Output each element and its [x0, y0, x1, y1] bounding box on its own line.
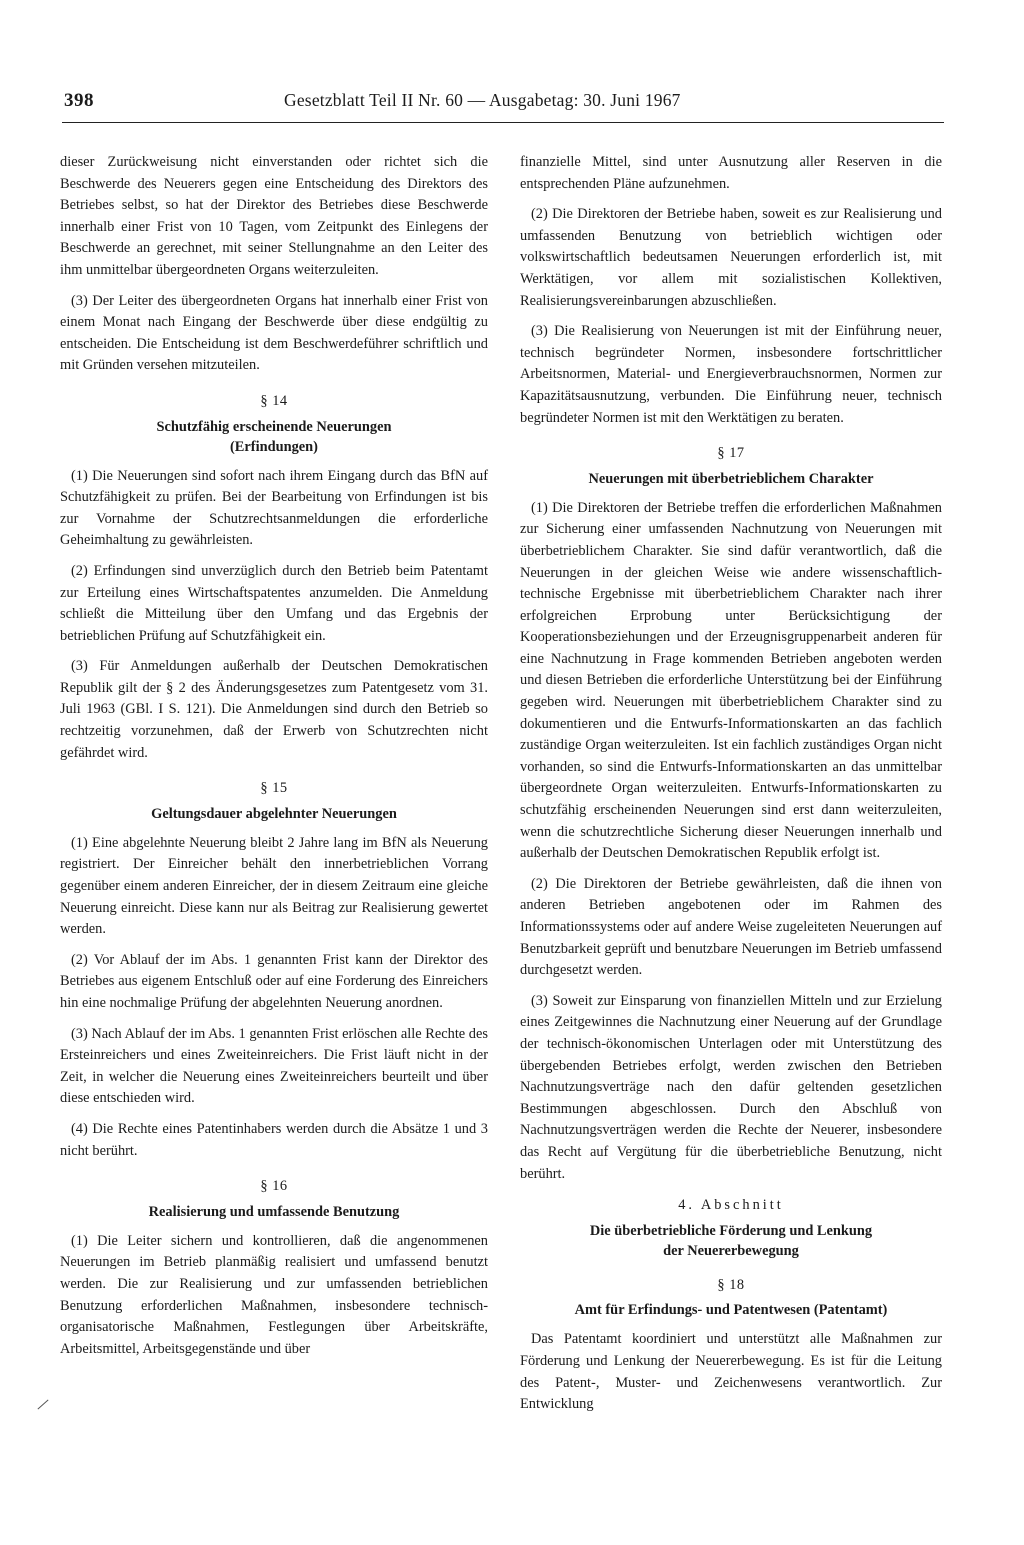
paragraph: (3) Für Anmeldungen außerhalb der Deutschen Demokratischen Republik gilt der § 2 des Änderungsgesetzes zum Patentgesetz vom 31. Juli 1963 (GBl. I S. 121). Die Anmeldungen sind durch den Betrieb so rechtzeitig vorzunehmen, daß der Erwerb von Schutzrechten nicht gefährdet wird.: [60, 658, 488, 761]
section-title: [60, 417, 488, 457]
paragraph: finanzielle Mittel, sind unter Ausnutzung aller Reserven in die entsprechenden Pläne aufzunehmen.: [520, 154, 942, 192]
paragraph: (4) Die Rechte eines Patentinhabers werden durch die Absätze 1 und 3 nicht berührt.: [60, 1120, 488, 1159]
paragraph: (2) Erfindungen sind unverzüglich durch den Betrieb beim Patentamt zur Erteilung eines Wirtschaftspatentes anzumelden. Die Anmeldung schließt die Mitteilung über den Umfang und das Ergebnis der betrieblichen Prüfung auf Schutzfähigkeit ein.: [60, 562, 488, 644]
header-rule: [62, 122, 944, 123]
left-column: [60, 152, 488, 1369]
page-number: 398: [64, 90, 94, 111]
section-title: Neuerungen mit überbetrieblichem Charakter: [588, 470, 874, 487]
chapter-title: [520, 1221, 942, 1261]
section-title-line: Schutzfähig erscheinende Neuerungen: [156, 418, 392, 435]
section-number: § 18: [717, 1276, 745, 1293]
paragraph: (1) Die Leiter sichern und kontrollieren, daß die angenommenen Neuerungen im Betrieb planmäßig realisiert und umfassend benutzt werden. Die zur Realisierung und zur umfassenden betrieblichen Benutzung erforderlichen Maßnahmen, insbesondere technisch-organisatorische Maßnahmen, Festlegungen über Arbeitskräfte, Arbeitsmittel, Arbeitsgegenstände und über: [60, 1232, 488, 1357]
chapter-heading: 4. Abschnitt: [678, 1197, 784, 1214]
section-number: § 16: [260, 1178, 288, 1195]
paragraph: (2) Die Direktoren der Betriebe haben, soweit es zur Realisierung und umfassenden Benutzung von betrieblich wichtigen oder volkswirtschaftlich bedeutsamen Neuerungen erforderlich ist, mit Werktätigen, vor allem mit sozialistischen Kollektiven, Realisierungsvereinbarungen abzuschließen.: [520, 206, 942, 309]
section-number: § 14: [260, 392, 288, 409]
paragraph: Das Patentamt koordiniert und unterstützt alle Maßnahmen zur Förderung und Lenkung der Neuererbewegung. Es ist für die Leitung des Patent-, Muster- und Zeichenwesens verantwortlich. Zur Entwicklung: [520, 1331, 942, 1413]
section-number: § 15: [260, 780, 288, 797]
paragraph: (1) Die Neuerungen sind sofort nach ihrem Eingang durch das BfN auf Schutzfähigkeit zu prüfen. Bei der Bearbeitung von Erfindungen ist bis zur Vornahme der Schutzrechtsanmeldungen die erforderliche Geheimhaltung zu gewährleisten.: [60, 467, 488, 549]
section-number: § 17: [717, 445, 745, 462]
paragraph: (2) Vor Ablauf der im Abs. 1 genannten Frist kann der Direktor des Betriebes aus eigenem Entschluß oder auf eine Forderung des Einreichers hin eine nochmalige Prüfung der abgelehnten Neuerung anordnen.: [60, 951, 488, 1011]
section-title-line: (Erfindungen): [230, 438, 318, 455]
paragraph: (2) Die Direktoren der Betriebe gewährleisten, daß die ihnen von anderen Betrieben angebotenen oder im Rahmen des Informationssystems oder auf andere Weise zugeleiteten Neuerungen auf Benutzbarkeit geprüft und benutzbare Neuerungen im Betrieb umfassend durchgesetzt werden.: [520, 875, 942, 979]
chapter-title-line: der Neuererbewegung: [663, 1242, 799, 1259]
paragraph: dieser Zurückweisung nicht einverstanden oder richtet sich die Beschwerde des Neuerers gegen eine Entscheidung des Direktors des Betriebes selbst, so hat der Direktor des Betriebes diese Beschwerde innerhalb einer Frist von 10 Tagen, vom Zeitpunkt des Einlegens der Beschwerde an gerechnet, mit seiner Stellungnahme an den Leiter des ihm unmittelbar übergeordneten Organs weiterzuleiten.: [60, 154, 488, 278]
paragraph: (3) Die Realisierung von Neuerungen ist mit der Einführung neuer, technisch begründeter Normen, insbesondere fortschrittlicher Arbeitsnormen, Material- und Energieverbrauchsnormen, Normen zur Kapazitätsausnutzung, verbunden. Die Einführung neuer, technisch begründeter Normen ist mit den Werktätigen zu beraten.: [520, 323, 942, 426]
paragraph: (3) Der Leiter des übergeordneten Organs hat innerhalb einer Frist von einem Monat nach Eingang der Beschwerde über diese endgültig zu entscheiden. Die Entscheidung ist dem Beschwerdeführer schriftlich und mit Gründen versehen mitzuteilen.: [60, 292, 488, 374]
running-head: Gesetzblatt Teil II Nr. 60 — Ausgabetag: 30. Juni 1967: [284, 90, 681, 110]
chapter-title-line: Die überbetriebliche Förderung und Lenkung: [589, 1222, 873, 1239]
right-column: [520, 152, 942, 1425]
section-title: Geltungsdauer abgelehnter Neuerungen: [151, 805, 397, 822]
paragraph: (3) Soweit zur Einsparung von finanziellen Mitteln und zur Erzielung eines Zeitgewinnes die Nachnutzung einer Neuerung auf der Grundlage der technisch-ökonomischen Unterlagen oder mit Unterstützung des übergebenden Betriebes erfolgt, werden zwischen den Betrieben Nachnutzungsverträge nach den dafür geltenden gesetzlichen Bestimmungen abgeschlossen. Durch den Abschluß von Nachnutzungsverträgen werden die Rechte der Neuerer, insbesondere das Recht auf Vergütung für die überbetriebliche Benutzung, nicht berührt.: [520, 992, 942, 1182]
paragraph: (3) Nach Ablauf der im Abs. 1 genannten Frist erlöschen alle Rechte des Ersteinreichers und eines Zweiteinreichers. Die Frist läuft nicht in der Zeit, in welcher die Neuerung eines Zweiteinreichers beurteilt und über diese entschieden wird.: [60, 1025, 488, 1107]
paragraph: (1) Die Direktoren der Betriebe treffen die erforderlichen Maßnahmen zur Sicherung einer umfassenden Nachnutzung von Neuerungen mit überbetrieblichem Charakter. Sie sind dafür verantwortlich, daß die Neuerungen in der gleichen Weise wie andere wissenschaftlich-technische Ergebnisse mit überbetrieblichem Charakter nach ihrer erfolgreichen Erprobung unter Berücksichtigung der Kooperationsbeziehungen und der Erzeugnisgruppenarbeit anderen für eine Nachnutzung in Frage kommenden Betrieben angeboten werden und diesen Betrieben die erforderliche Unterstützung bei der Einführung gegeben wird. Neuerungen mit überbetrieblichem Charakter sind zu dokumentieren und die Entwurfs-Informationskarten an das fachlich zuständige Organ weiterzuleiten. Ist ein fachlich zuständiges Organ nicht vorhanden, so sind die Entwurfs-Informationskarten an das unmittelbar übergeordnete Organ weiterzuleiten. Entwurfs-Informationskarten zu schutzfähig erscheinenden Neuerungen sind erst dann weiterzuleiten, wenn die schutzrechtliche Sicherung dieser Neuerungen innerhalb und außerhalb der Deutschen Demokratischen Republik erfolgt ist.: [520, 499, 942, 862]
section-title: Amt für Erfindungs- und Patentwesen (Patentamt): [574, 1302, 888, 1319]
stray-pen-mark: [37, 1399, 48, 1409]
paragraph: (1) Eine abgelehnte Neuerung bleibt 2 Jahre lang im BfN als Neuerung registriert. Der Einreicher behält den innerbetrieblichen Vorrang gegenüber einem anderen Einreicher, der in diesem Zeitraum eine gleiche Neuerung einreicht. Diese kann nur als Beitrag zur Realisierung gewertet werden.: [60, 834, 488, 938]
section-title: Realisierung und umfassende Benutzung: [148, 1203, 400, 1220]
